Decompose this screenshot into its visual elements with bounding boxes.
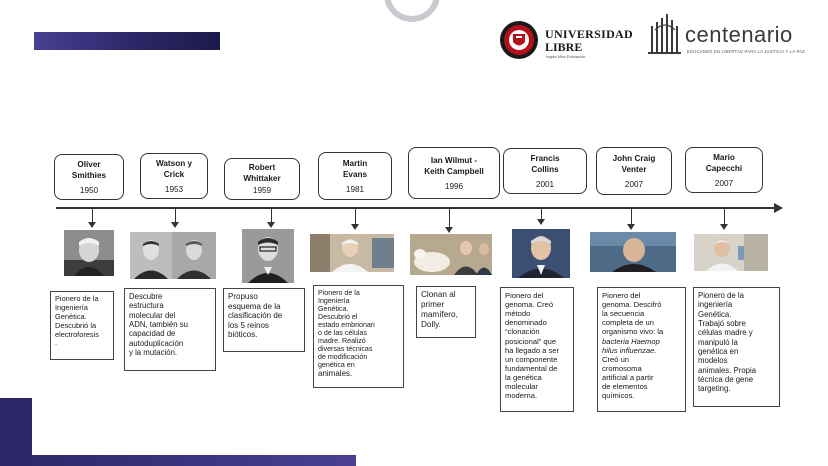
scientist-name-line: Watson y: [155, 158, 193, 168]
portrait-photo-icon: [64, 230, 114, 276]
scientist-name-line: Oliver: [77, 159, 101, 169]
description-line: posicional” que: [505, 336, 557, 346]
timeline-year: 1996: [444, 181, 464, 191]
university-name-line2: LIBRE: [545, 40, 583, 54]
description-line: técnica de gene: [698, 375, 754, 385]
description-line: Pionero de la: [318, 289, 360, 297]
description-line: de modificación: [318, 353, 368, 362]
description-line: bióticos.: [228, 330, 258, 340]
timeline-header-martin-evans: [318, 152, 392, 200]
description-line: genética en: [698, 347, 739, 357]
bottom-accent-bar: [0, 455, 356, 466]
description-line: genética en: [318, 361, 355, 370]
description-line: molecular: [505, 382, 538, 392]
description-line: diversas técnicas: [318, 345, 373, 354]
timeline-description-robert-whittaker: [223, 288, 305, 352]
timeline-description-wilmut-campbell: [416, 286, 476, 338]
top-ring-decoration: [384, 0, 440, 22]
description-line: genoma. Creó: [505, 300, 554, 310]
description-line: mamífero,: [421, 309, 458, 319]
description-line: y la mutación.: [129, 348, 178, 358]
university-name-line1: UNIVERSIDAD: [545, 27, 633, 41]
description-line: moderna.: [505, 391, 538, 401]
description-line: Pionero de la: [698, 291, 744, 300]
portrait-photo-icon: [410, 234, 492, 275]
description-line: ingeniería: [698, 300, 733, 310]
top-accent-bar: [34, 32, 220, 50]
down-arrow-icon: [537, 219, 545, 225]
scientist-name-line: John Craig: [612, 153, 656, 163]
scientist-name-line: Whittaker: [243, 174, 281, 183]
timeline-header-craig-venter: [596, 147, 672, 195]
university-tagline: Inglés Mira Educación: [546, 54, 586, 59]
scientist-name-line: Venter: [621, 164, 647, 174]
timeline-header-francis-collins: [503, 148, 587, 194]
timeline-header-wilmut-campbell: [408, 147, 500, 199]
description-line: manipuló la: [698, 337, 738, 347]
timeline-description-oliver-smithies: [50, 291, 114, 360]
timeline-year: 2007: [714, 178, 734, 188]
timeline-year: 1959: [252, 186, 272, 195]
description-line: cromosoma: [602, 363, 642, 373]
description-line: Descubrió el: [318, 313, 358, 322]
scientist-name-line: Ian Wilmut -: [430, 155, 478, 165]
description-line: Genética.: [698, 309, 732, 319]
description-line: Genética.: [318, 305, 349, 314]
description-line: la secuencia: [602, 309, 645, 319]
description-line: método: [505, 309, 531, 319]
down-arrow-icon: [267, 222, 275, 228]
timeline-year: 1953: [164, 184, 184, 194]
portrait-photo-icon: [130, 232, 216, 279]
description-line: denominado: [505, 318, 547, 328]
timeline-description-craig-venter: [597, 287, 686, 412]
description-line: artificial a partir: [602, 372, 654, 382]
description-line: organismo vivo: la: [602, 327, 664, 337]
description-line: Descubrió la: [55, 320, 97, 330]
description-line: madre. Realizó: [318, 337, 366, 346]
timeline-description-mario-capecchi: [693, 287, 780, 407]
centenario-logo: [645, 10, 825, 62]
centenario-tagline: EDUCANDO EN LIBERTAD PARA LA JUSTICIA Y LA PAZ: [687, 49, 805, 54]
scientist-name-line: Francis: [530, 153, 560, 163]
portrait-photo-icon: [512, 229, 570, 278]
timeline-description-watson-crick: [124, 288, 216, 371]
description-line: fundamental de: [505, 363, 558, 373]
universidad-libre-logo: [497, 16, 637, 64]
timeline-connector: [449, 209, 450, 229]
description-line: Genética.: [55, 311, 87, 321]
scientist-name-line: Capecchi: [705, 163, 743, 173]
description-line: Descubre: [129, 292, 163, 301]
description-line: o de las células: [318, 329, 367, 338]
description-line: Ingeniería: [318, 297, 350, 306]
scientist-name-line: Smithies: [71, 170, 107, 180]
scientist-name-line: Robert: [248, 163, 276, 172]
description-line: hilus influenzae.: [602, 345, 657, 355]
description-line: clasificación de: [228, 311, 283, 321]
description-line: completa de un: [602, 318, 654, 328]
description-line: autoduplicación: [129, 338, 184, 348]
description-line: targeting.: [698, 384, 731, 394]
portrait-photo-icon: [242, 229, 294, 283]
description-line: Pionero de la: [55, 294, 99, 303]
description-line: Dolly.: [421, 319, 441, 329]
description-line: animales.: [318, 369, 353, 379]
portrait-photo-icon: [694, 234, 768, 271]
description-line: los 5 reinos: [228, 320, 269, 330]
description-line: “clonación: [505, 327, 540, 337]
scientist-name-line: Mario: [713, 152, 735, 162]
description-line: estructura: [129, 301, 164, 311]
scientist-name-line: Keith Campbell: [424, 166, 484, 176]
scientist-name-line: Martin: [342, 158, 368, 168]
description-line: Creó un: [602, 354, 630, 364]
description-line: primer: [421, 299, 445, 309]
down-arrow-icon: [627, 224, 635, 230]
description-line: capacidad de: [129, 329, 176, 339]
description-line: Ingeniería: [55, 302, 88, 312]
portrait-photo-icon: [310, 234, 394, 272]
timeline-axis: [56, 207, 778, 209]
description-line: Pionero del: [602, 291, 641, 300]
timeline-header-robert-whittaker: [224, 158, 300, 200]
scientist-name-line: Collins: [531, 164, 559, 174]
description-line: bacteria Haemop: [602, 336, 660, 346]
centenario-wordmark: centenario: [685, 22, 793, 47]
description-line: un componente: [505, 354, 558, 364]
description-line: químicos.: [602, 391, 635, 401]
timeline-year: 2007: [624, 179, 644, 189]
down-arrow-icon: [445, 227, 453, 233]
timeline-year: 2001: [535, 179, 555, 189]
timeline-year: 1981: [345, 184, 365, 194]
description-line: animales. Propia: [698, 365, 757, 375]
description-line: esquema de la: [228, 301, 281, 311]
description-line: Pionero del: [505, 291, 544, 300]
timeline-description-martin-evans: [313, 285, 404, 388]
timeline-description-francis-collins: [500, 287, 574, 412]
down-arrow-icon: [171, 222, 179, 228]
description-line: electroforesis: [55, 329, 99, 339]
down-arrow-icon: [351, 224, 359, 230]
timeline-header-watson-crick: [140, 153, 208, 199]
description-line: ha llegado a ser: [505, 345, 560, 355]
scientist-name-line: Crick: [163, 169, 185, 179]
description-line: molecular del: [129, 310, 176, 320]
description-line: Trabajó sobre: [698, 319, 746, 329]
centenario-building-icon: [645, 12, 685, 60]
down-arrow-icon: [88, 222, 96, 228]
description-line: ADN, también su: [129, 320, 188, 330]
description-line: genoma. Descifró: [602, 300, 662, 310]
timeline-header-mario-capecchi: [685, 147, 763, 193]
scientist-name-line: Evans: [342, 169, 368, 179]
timeline-header-oliver-smithies: [54, 154, 124, 200]
description-line: Clonan al: [421, 290, 456, 299]
university-seal-icon: [499, 20, 539, 60]
description-line: la genética: [505, 372, 542, 382]
timeline-arrow-icon: [774, 203, 783, 213]
description-line: .: [55, 338, 58, 348]
description-line: Propuso: [228, 292, 258, 301]
description-line: modelos: [698, 356, 728, 366]
portrait-photo-icon: [590, 232, 676, 272]
down-arrow-icon: [720, 224, 728, 230]
description-line: estado embrionari: [318, 321, 375, 330]
timeline-year: 1950: [79, 185, 99, 195]
description-line: de elementos: [602, 382, 648, 392]
description-line: células madre y: [698, 328, 753, 338]
